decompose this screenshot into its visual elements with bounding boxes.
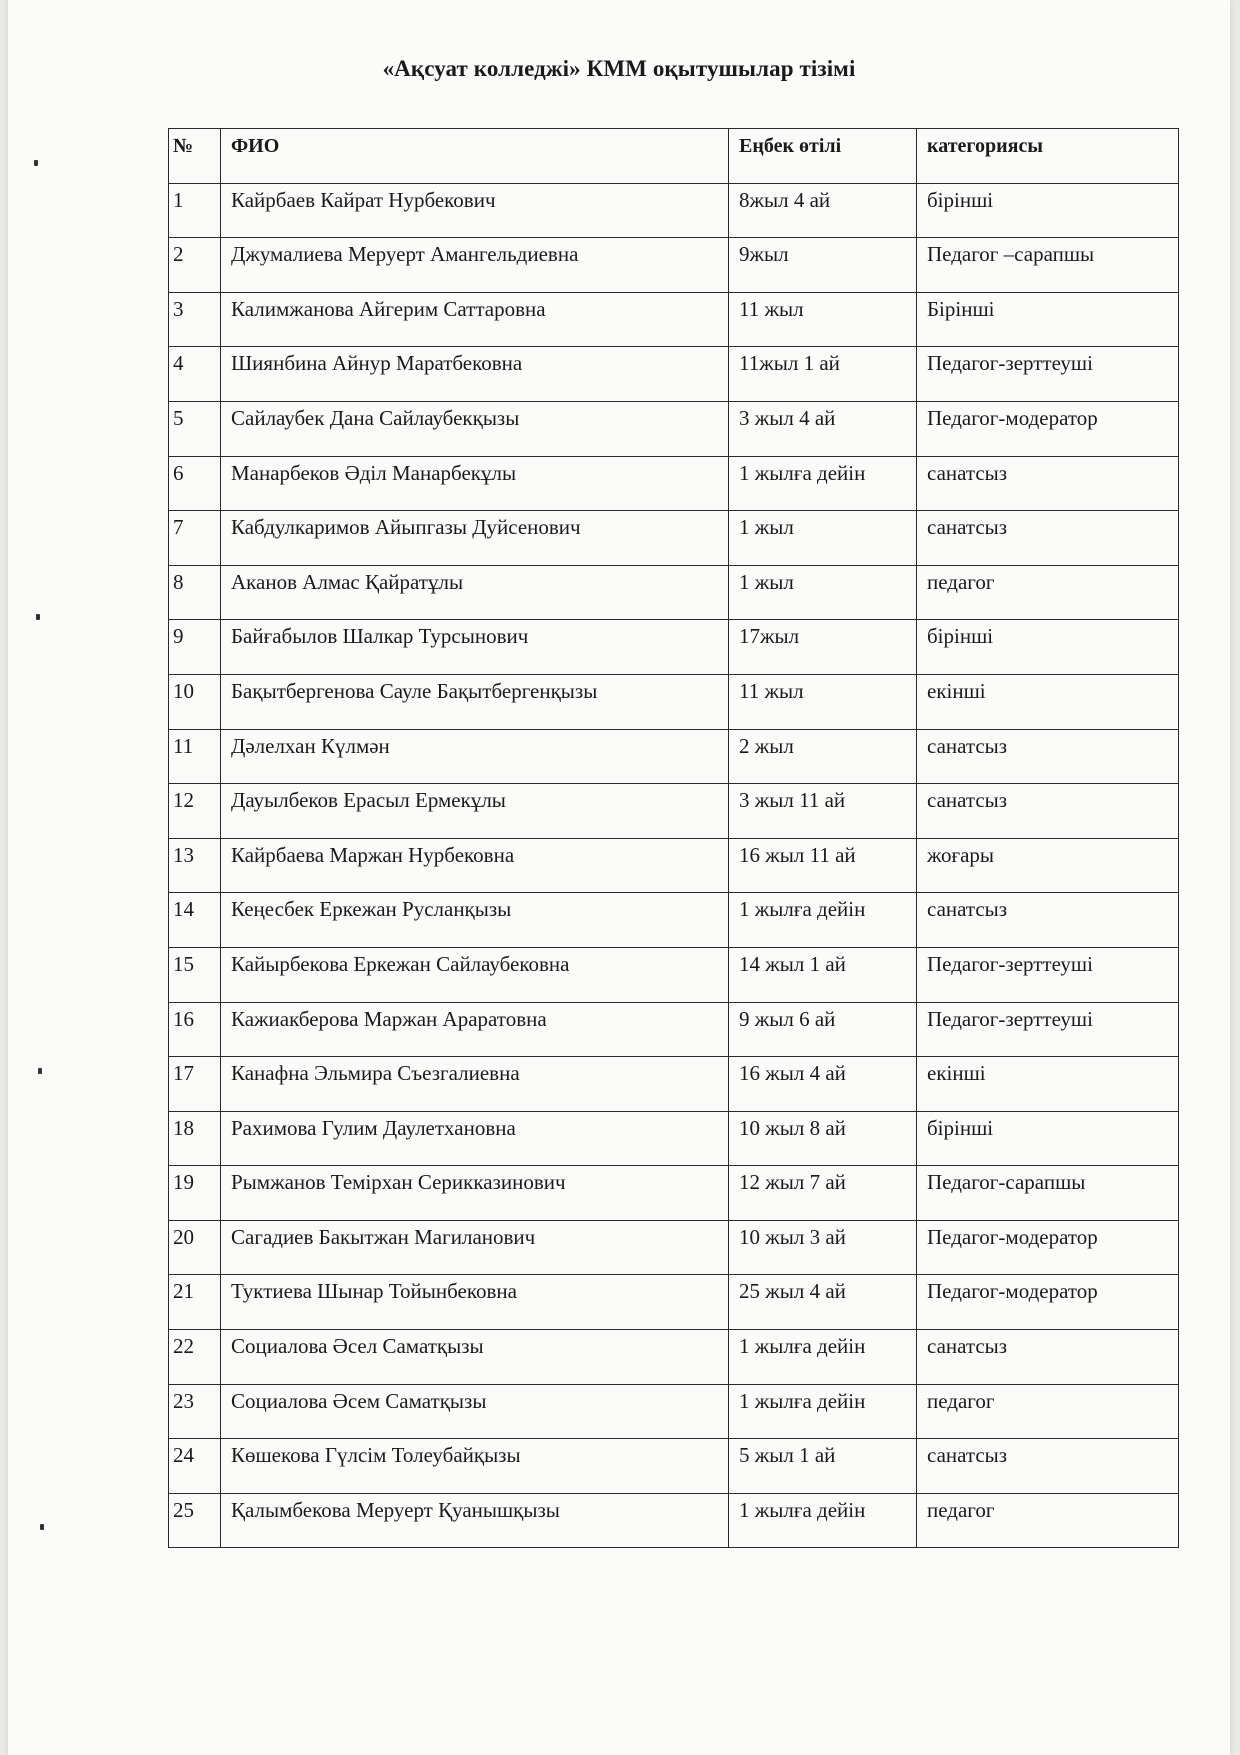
row-experience: 16 жыл 11 ай [729, 838, 917, 893]
teachers-table [168, 128, 1179, 1548]
row-experience: 3 жыл 4 ай [729, 401, 917, 456]
row-experience: 1 жылға дейін [729, 456, 917, 511]
table-row [169, 784, 1179, 839]
row-number: 5 [169, 401, 221, 456]
row-number: 6 [169, 456, 221, 511]
row-category: педагог [917, 1493, 1179, 1548]
table-row [169, 401, 1179, 456]
table-row [169, 1384, 1179, 1439]
punch-mark [34, 160, 38, 166]
table-row [169, 1493, 1179, 1548]
row-experience: 1 жыл [729, 565, 917, 620]
row-experience: 5 жыл 1 ай [729, 1439, 917, 1494]
table-row [169, 947, 1179, 1002]
table-row [169, 620, 1179, 675]
row-number: 3 [169, 292, 221, 347]
table-row [169, 893, 1179, 948]
row-name: Көшекова Гүлсім Толеубайқызы [221, 1439, 729, 1494]
row-experience: 10 жыл 3 ай [729, 1220, 917, 1275]
row-experience: 11жыл 1 ай [729, 347, 917, 402]
row-name: Рымжанов Темірхан Серикказинович [221, 1166, 729, 1221]
row-name: Сайлаубек Дана Сайлаубекқызы [221, 401, 729, 456]
row-category: Педагог-зерттеуші [917, 1002, 1179, 1057]
row-number: 13 [169, 838, 221, 893]
row-experience: 1 жылға дейін [729, 1384, 917, 1439]
row-name: Сагадиев Бакытжан Магиланович [221, 1220, 729, 1275]
table-row [169, 1057, 1179, 1112]
header-number: № [169, 129, 221, 184]
table-row [169, 183, 1179, 238]
row-number: 9 [169, 620, 221, 675]
punch-mark [36, 614, 40, 620]
table-row [169, 511, 1179, 566]
table-row [169, 1330, 1179, 1385]
row-number: 15 [169, 947, 221, 1002]
header-category: категориясы [917, 129, 1179, 184]
row-category: санатсыз [917, 893, 1179, 948]
row-number: 10 [169, 674, 221, 729]
row-category: педагог [917, 1384, 1179, 1439]
row-category: екінші [917, 674, 1179, 729]
row-experience: 9жыл [729, 238, 917, 293]
row-category: Педагог-зерттеуші [917, 947, 1179, 1002]
header-experience: Еңбек өтілі [729, 129, 917, 184]
row-category: Педагог-модератор [917, 401, 1179, 456]
row-name: Кабдулкаримов Айыпгазы Дуйсенович [221, 511, 729, 566]
header-name: ФИО [221, 129, 729, 184]
table-row [169, 1439, 1179, 1494]
row-category: педагог [917, 565, 1179, 620]
table-row [169, 838, 1179, 893]
row-category: Педагог-сарапшы [917, 1166, 1179, 1221]
table-row [169, 456, 1179, 511]
row-number: 16 [169, 1002, 221, 1057]
row-category: бірінші [917, 1111, 1179, 1166]
row-name: Калимжанова Айгерим Саттаровна [221, 292, 729, 347]
row-name: Социалова Әсем Саматқызы [221, 1384, 729, 1439]
table-row [169, 674, 1179, 729]
table-row [169, 565, 1179, 620]
row-name: Бақытбергенова Сауле Бақытбергенқызы [221, 674, 729, 729]
row-number: 2 [169, 238, 221, 293]
row-name: Кайрбаева Маржан Нурбековна [221, 838, 729, 893]
row-experience: 1 жылға дейін [729, 1330, 917, 1385]
row-number: 22 [169, 1330, 221, 1385]
table-row [169, 1166, 1179, 1221]
row-name: Социалова Әсел Саматқызы [221, 1330, 729, 1385]
row-name: Кеңесбек Еркежан Русланқызы [221, 893, 729, 948]
row-number: 4 [169, 347, 221, 402]
row-category: санатсыз [917, 1330, 1179, 1385]
row-number: 21 [169, 1275, 221, 1330]
row-experience: 2 жыл [729, 729, 917, 784]
row-name: Манарбеков Әділ Манарбекұлы [221, 456, 729, 511]
row-category: екінші [917, 1057, 1179, 1112]
row-category: Бірінші [917, 292, 1179, 347]
row-category: санатсыз [917, 784, 1179, 839]
row-experience: 3 жыл 11 ай [729, 784, 917, 839]
row-experience: 1 жылға дейін [729, 1493, 917, 1548]
row-number: 19 [169, 1166, 221, 1221]
row-name: Джумалиева Меруерт Амангельдиевна [221, 238, 729, 293]
table-row [169, 729, 1179, 784]
row-name: Кайырбекова Еркежан Сайлаубековна [221, 947, 729, 1002]
row-experience: 11 жыл [729, 674, 917, 729]
document-title: «Ақсуат колледжі» КММ оқытушылар тізімі [382, 56, 856, 81]
row-experience: 1 жылға дейін [729, 893, 917, 948]
row-experience: 9 жыл 6 ай [729, 1002, 917, 1057]
row-number: 25 [169, 1493, 221, 1548]
row-experience: 12 жыл 7 ай [729, 1166, 917, 1221]
row-name: Байғабылов Шалкар Турсынович [221, 620, 729, 675]
row-name: Дәлелхан Күлмән [221, 729, 729, 784]
row-number: 1 [169, 183, 221, 238]
row-category: санатсыз [917, 729, 1179, 784]
row-number: 18 [169, 1111, 221, 1166]
row-number: 17 [169, 1057, 221, 1112]
table-row [169, 1111, 1179, 1166]
row-category: Педагог-зерттеуші [917, 347, 1179, 402]
row-number: 20 [169, 1220, 221, 1275]
row-number: 11 [169, 729, 221, 784]
row-name: Аканов Алмас Қайратұлы [221, 565, 729, 620]
row-experience: 1 жыл [729, 511, 917, 566]
row-category: санатсыз [917, 511, 1179, 566]
punch-mark [38, 1068, 42, 1074]
row-number: 24 [169, 1439, 221, 1494]
row-name: Дауылбеков Ерасыл Ермекұлы [221, 784, 729, 839]
row-experience: 14 жыл 1 ай [729, 947, 917, 1002]
row-experience: 16 жыл 4 ай [729, 1057, 917, 1112]
row-experience: 25 жыл 4 ай [729, 1275, 917, 1330]
row-number: 12 [169, 784, 221, 839]
row-category: Педагог-модератор [917, 1275, 1179, 1330]
table-row [169, 1275, 1179, 1330]
row-experience: 10 жыл 8 ай [729, 1111, 917, 1166]
row-name: Қалымбекова Меруерт Қуанышқызы [221, 1493, 729, 1548]
row-experience: 17жыл [729, 620, 917, 675]
row-category: санатсыз [917, 1439, 1179, 1494]
row-name: Рахимова Гулим Даулетхановна [221, 1111, 729, 1166]
punch-mark [40, 1524, 44, 1530]
row-category: бірінші [917, 620, 1179, 675]
table-row [169, 347, 1179, 402]
row-category: Педагог-модератор [917, 1220, 1179, 1275]
row-name: Канафна Эльмира Съезгалиевна [221, 1057, 729, 1112]
row-number: 7 [169, 511, 221, 566]
row-name: Кайрбаев Кайрат Нурбекович [221, 183, 729, 238]
row-name: Шиянбина Айнур Маратбековна [221, 347, 729, 402]
row-experience: 8жыл 4 ай [729, 183, 917, 238]
row-number: 23 [169, 1384, 221, 1439]
table-row [169, 292, 1179, 347]
row-number: 14 [169, 893, 221, 948]
row-category: жоғары [917, 838, 1179, 893]
table-row [169, 1220, 1179, 1275]
table-header-row [169, 129, 1179, 184]
row-experience: 11 жыл [729, 292, 917, 347]
row-category: санатсыз [917, 456, 1179, 511]
row-number: 8 [169, 565, 221, 620]
row-category: Педагог –сарапшы [917, 238, 1179, 293]
table-row [169, 1002, 1179, 1057]
table-row [169, 238, 1179, 293]
document-page [8, 0, 1230, 1755]
row-name: Туктиева Шынар Тойынбековна [221, 1275, 729, 1330]
row-name: Кажиакберова Маржан Араратовна [221, 1002, 729, 1057]
row-category: бірінші [917, 183, 1179, 238]
